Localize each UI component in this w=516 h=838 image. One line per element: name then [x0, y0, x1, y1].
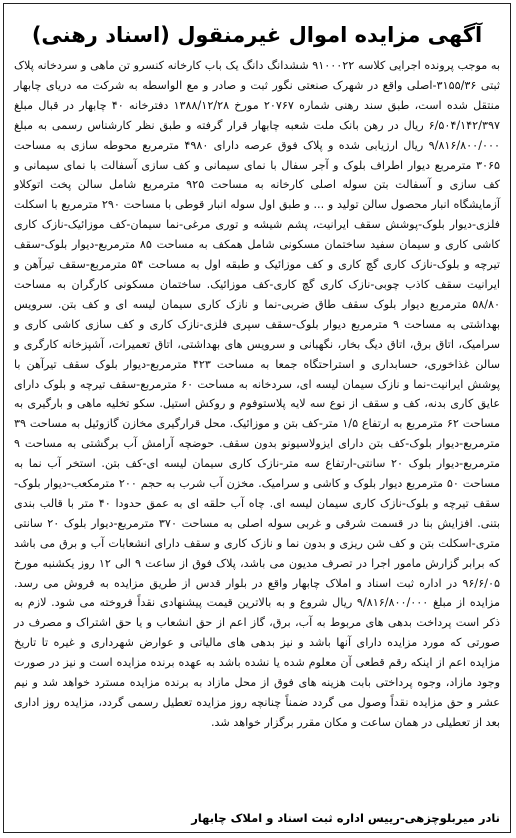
notice-body: به موجب پرونده اجرایی کلاسه ۹۱۰۰۰۲۲ ششدانگ دانگ یک باب کارخانه کنسرو تن ماهی و سردخانه پلاک ثبتی ۳۱۵۵/۳۶-اصلی واقع در شهرک صنعتی نگور ثبت و صادر و مع الواسطه به شرکت مه دریای چابهار منتقل شده است، طبق سند رهنی شماره ۲۰۷۶۷ مورخ ۱۳۸۸/۱۲/۲۸ دفترخانه ۴۰ چابهار در قبال مبلغ ۶/۵۰۴/۱۴۲/۳۹۷ ریال در رهن بانک ملت شعبه چابهار قرار گرفته و طبق نظر کارشناس رسمی به مبلغ ۹/۸۱۶/۸۰۰/۰۰۰ ریال ارزیابی شده و پلاک فوق عرصه دارای ۴۹۸۰ مترمربع محوطه سازی به مساحت ۳۰۶۵ مترمربع دیوار اطراف بلوک و آجر سفال با نمای سیمانی و کف سازی آسفالت با نمای سیمانی و کف سازی و آسفالت بتن سوله اصلی کارخانه به مساحت ۹۲۵ مترمربع شامل سالن پخت اتوکلاو آزمایشگاه انبار محصول سالن تولید و ... و طبق اول سوله انبار قوطی با مساحت ۲۹۰ مترمربع با اسکلت فلزی-دیوار بلوک-پوشش سقف ایرانیت، پشم شیشه و توری مرغی-نما سیمان-کف موزائیک-نازک کاری کاشی کاری و سیمان سفید ساختمان مسکونی شامل همکف به مساحت ۸۵ مترمربع-دیوار بلوک-سقف تیرچه و بلوک-نازک کاری گچ کاری و کف موزائیک و طبقه اول به مساحت ۵۴ مترمربع-سقف تیرآهن و ایرانیت سقف کاذب چوبی-نازک کاری گچ کاری-کف موزائیک. ساختمان مسکونی کارگران به مساحت ۵۸/۸۰ مترمربع دیوار بلوک سقف طاق ضربی-نما و نازک کاری سیمان لیسه ای و کف بتن. سرویس بهداشتی به مساحت ۹ مترمربع دیوار بلوک-سقف سپری فلزی-نازک کاری و کف سازی کاشی کاری و سرامیک، اتاق برق، اتاق دیگ بخار، نگهبانی و سرویس های بهداشتی، اتاق تعمیرات، آشپزخانه کارگری و سالن غذاخوری، حسابداری و استراحتگاه جمعا به مساحت ۴۲۳ مترمربع-دیوار بلوک سقف تیرآهن با پوشش ایرانیت-نما و نازک سیمان لیسه ای، سردخانه به مساحت ۶۰ مترمربع-سقف تیرچه و بلوک دارای عایق کاری بدنه، کف و سقف از نوع سه لایه پلاستوفوم و روکش استیل. سکو تخلیه ماهی و بارگیری به مساحت ۶۲ مترمربع به ارتفاع ۱/۵ متر-کف بتن و موزائیک. محل قرارگیری مخازن گازوئیل به مساحت ۳۹ مترمربع-دیوار بلوک-کف بتن دارای ایزولاسیونو بدون سقف. حوضچه آرامش آب برگشتی به مساحت ۹ مترمربع-دیوار بلوک ۲۰ سانتی-ارتفاع سه متر-نازک کاری سیمان لیسه ای-کف بتن. استخر آب نما به مساحت ۵۰ مترمربع دیوار بلوک و کاشی و سرامیک. مخزن آب شرب به حجم ۲۰۰ مترمکعب-دیوار بلوک-سقف تیرچه و بلوک-نازک کاری سیمان لیسه ای. چاه آب حلقه ای به عمق حدودا ۴۰ متر با قالب بندی بتنی. افزایش بنا در قسمت شرقی و غربی سوله اصلی به مساحت ۳۷۰ مترمربع-دیوار بلوک ۲۰ سانتی متری-اسکلت بتن و کف شن ریزی و بدون نما و نازک کاری و سقف دارای انشعابات آب و برق می باشد که برابر گزارش مامور اجرا در تصرف مدیون می باشد، پلاک فوق از ساعت ۹ الی ۱۲ روز یکشنبه مورخ ۹۶/۶/۰۵ در اداره ثبت اسناد و املاک چابهار واقع در بلوار قدس از طریق مزایده به فروش می رسد. مزایده از مبلغ ۹/۸۱۶/۸۰۰/۰۰۰ ریال شروع و به بالاترین قیمت پیشنهادی نقداً فروخته می شود. لازم به ذکر است پرداخت بدهی های مربوط به آب، برق، گاز اعم از حق انشعاب و یا حق اشتراک و مصرف در صورتی که مورد مزایده دارای آنها باشد و نیز بدهی های مالیاتی و عوارض شهرداری و غیره تا تاریخ مزایده اعم از اینکه رقم قطعی آن معلوم شده یا نشده باشد به عهده برنده مزایده است و نیز در صورت وجود مازاد، وجوه پرداختی بابت هزینه های فوق از محل مازاد به برنده مزایده مسترد خواهد شد و نیم عشر و حق مزایده نقداً وصول می گردد ضمناً چنانچه روز مزایده تعطیل رسمی گردد، مزایده روز اداری بعد از تعطیلی در همان ساعت و مکان مقرر برگزار خواهد شد.	[14, 59, 501, 729]
notice-signature: نادر میربلوچزهی-رییس اداره ثبت اسناد و املاک چابهار	[191, 811, 500, 825]
auction-notice	[3, 3, 511, 833]
notice-title: آگهی مزایده اموال غیرمنقول (اسناد رهنی)	[31, 23, 483, 47]
